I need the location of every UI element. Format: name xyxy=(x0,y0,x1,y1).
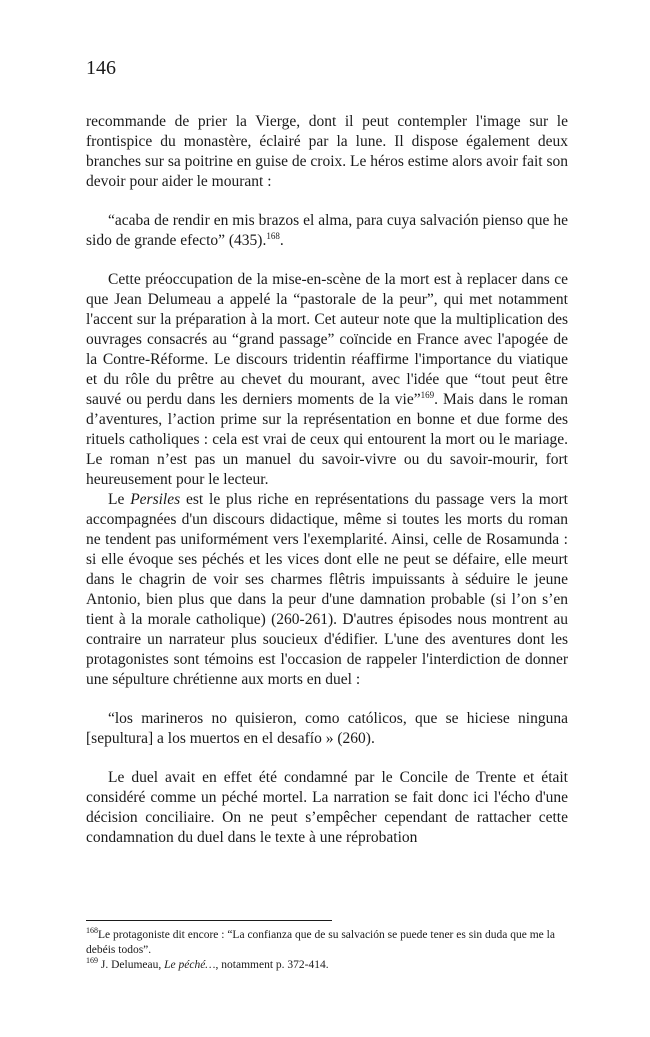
footnote-169-text-a: J. Delumeau, xyxy=(98,959,165,971)
paragraph-3-part-a: Le xyxy=(108,491,131,508)
title-persiles: Persiles xyxy=(130,491,181,508)
quotation-1-end: . xyxy=(279,232,284,249)
paragraph-2-part-a: Cette préoccupation de la mise-en-scène de la mort est à replacer dans ce que Jean Delumeau a appelé la “pastorale de la peur”, qui met notamment l'accent sur la préparation à la mort. Cet auteur note que la multiplication des ouvrages consacrés au “grand passage” coïncide en France avec l'apogée de la Contre-Réforme. Le discours tridentin réaffirme l'importance du viatique et du rôle du prêtre au chevet du mourant, avec l'idée que “tout peut être sauvé ou perdu dans les derniers moments de la vie” xyxy=(86,271,568,408)
quotation-1-text: “acaba de rendir en mis brazos el alma, para cuya salvación pienso que he sido de grande efecto” (435). xyxy=(86,212,568,249)
footnote-169-mark: 169 xyxy=(86,956,98,966)
footnote-ref-169[interactable]: 169 xyxy=(420,389,435,400)
paragraph-3 xyxy=(86,490,568,690)
paragraph-2-part-b: . Mais dans le roman d’aventures, l’action prime sur la représentation en bonne et due forme des rituels catholiques : cela est vrai de ceux qui entourent la mort ou le mariage. Le roman n’est pas un manuel du savoir-vivre ou du savoir-mourir, fort heureusement pour le lecteur. xyxy=(86,391,568,488)
footnotes xyxy=(86,928,568,973)
footnote-separator xyxy=(86,920,332,921)
footnote-168-mark: 168 xyxy=(86,926,98,936)
footnote-169 xyxy=(86,958,568,973)
paragraph-2 xyxy=(86,270,568,490)
page-number: 146 xyxy=(86,57,116,79)
footnote-168-text: Le protagoniste dit encore : “La confianza que de su salvación se puede tener es sin duda que me la debéis todos”. xyxy=(86,929,555,956)
paragraph-3-part-b: est le plus riche en représentations du passage vers la mort accompagnées d'un discours didactique, même si toutes les morts du roman ne tendent pas uniformément vers l'exemplarité. Ainsi, celle de Rosamunda : si elle évoque ses péchés et les vices dont elle ne peut se défaire, elle meurt dans le chagrin de voir ses charmes flêtris impuissants à séduire le jeune Antonio, bien plus que dans la peur d'une damnation probable (si l’on s’en tient à la morale catholique) (260-261). D'autres épisodes nous montrent au contraire un narrateur plus soucieux d'édifier. L'une des aventures dont les protagonistes sont témoins est l'occasion de rappeler l'interdiction de donner une sépulture chrétienne aux morts en duel : xyxy=(86,491,568,688)
body-text xyxy=(86,112,568,848)
paragraph-4: Le duel avait en effet été condamné par le Concile de Trente et était considéré comme un péché mortel. La narration se fait donc ici l'écho d'une décision conciliaire. On ne peut s’empêcher cependant de rattacher cette condamnation du duel dans le texte à une réprobation xyxy=(86,769,568,846)
quotation-1 xyxy=(86,211,568,251)
footnote-169-title: Le péché… xyxy=(164,959,216,971)
footnote-169-text-b: , notamment p. 372-414. xyxy=(215,959,329,971)
footnote-168 xyxy=(86,928,568,958)
quotation-2: “los marineros no quisieron, como católicos, que se hiciese ninguna [sepultura] a los muertos en el desafío » (260). xyxy=(86,710,568,747)
footnote-ref-168[interactable]: 168 xyxy=(266,230,280,241)
paragraph-1: recommande de prier la Vierge, dont il peut contempler l'image sur le frontispice du monastère, éclairé par la lune. Il dispose également deux branches sur sa poitrine en guise de croix. Le héros estime alors avoir fait son devoir pour aider le mourant : xyxy=(86,113,568,190)
